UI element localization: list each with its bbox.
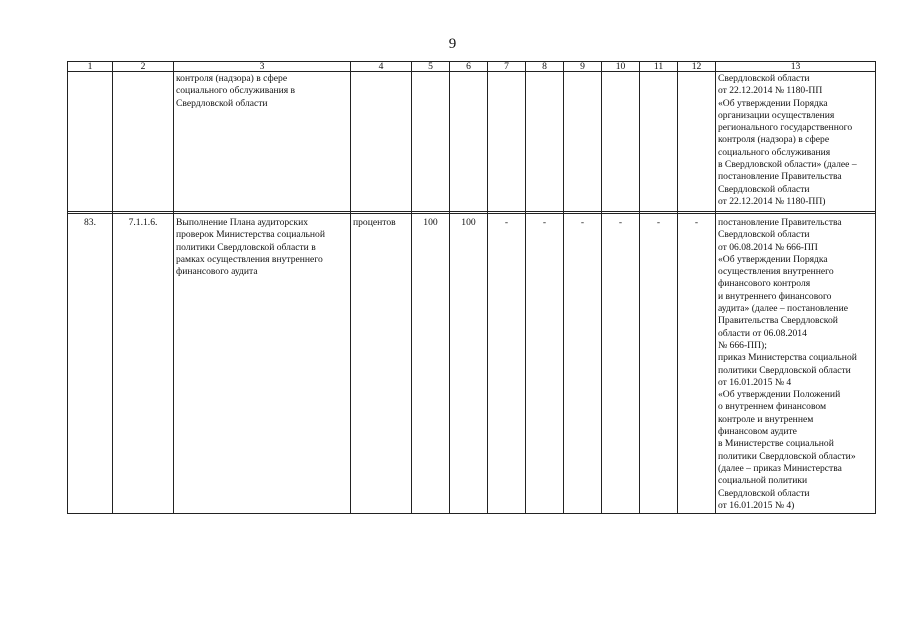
value-cell	[488, 72, 526, 212]
column-number-header: 1	[68, 62, 113, 72]
table-header-row	[68, 62, 876, 72]
value-cell: 100	[450, 214, 488, 514]
row-code-cell	[113, 72, 174, 212]
column-number-header: 8	[526, 62, 564, 72]
row-unit-cell	[351, 72, 412, 212]
row-basis-cell: Свердловской области от 22.12.2014 № 1180-ПП «Об утверждении Порядка организации осуществления регионального государственного контроля (надзора) в сфере социального обслуживания в Свердловской области» (далее – постановление Правительства Свердловской области от 22.12.2014 № 1180-ПП)	[716, 72, 876, 212]
value-cell: -	[678, 214, 716, 514]
row-unit-cell: процентов	[351, 214, 412, 514]
page-number: 9	[448, 36, 457, 52]
table-row	[68, 214, 876, 514]
value-cell	[602, 72, 640, 212]
column-number-header: 6	[450, 62, 488, 72]
value-cell: -	[640, 214, 678, 514]
column-number-header: 3	[174, 62, 351, 72]
row-name-cell: Выполнение Плана аудиторских проверок Министерства социальной политики Свердловской области в рамках осуществления внутреннего финансового аудита	[174, 214, 351, 514]
row-number-cell	[68, 72, 113, 212]
column-number-header: 11	[640, 62, 678, 72]
column-number-header: 7	[488, 62, 526, 72]
document-table	[67, 61, 876, 514]
value-cell: -	[564, 214, 602, 514]
column-number-header: 2	[113, 62, 174, 72]
column-number-header: 4	[351, 62, 412, 72]
column-number-header: 5	[412, 62, 450, 72]
column-number-header: 10	[602, 62, 640, 72]
value-cell	[450, 72, 488, 212]
value-cell: -	[488, 214, 526, 514]
value-cell	[564, 72, 602, 212]
value-cell	[640, 72, 678, 212]
value-cell	[678, 72, 716, 212]
row-code-cell: 7.1.1.6.	[113, 214, 174, 514]
value-cell	[412, 72, 450, 212]
column-number-header: 12	[678, 62, 716, 72]
value-cell: -	[526, 214, 564, 514]
column-number-header: 9	[564, 62, 602, 72]
row-name-cell: контроля (надзора) в сфере социального обслуживания в Свердловской области	[174, 72, 351, 212]
value-cell: 100	[412, 214, 450, 514]
table-row	[68, 72, 876, 212]
value-cell: -	[602, 214, 640, 514]
row-basis-cell: постановление Правительства Свердловской области от 06.08.2014 № 666-ПП «Об утверждении Порядка осуществления внутреннего финансового контроля и внутреннего финансового аудита» (далее – постановление Правительства Свердловской области от 06.08.2014 № 666-ПП); приказ Министерства социальной политики Свердловской области от 16.01.2015 № 4 «Об утверждении Положений о внутреннем финансовом контроле и внутреннем финансовом аудите в Министерстве социальной политики Свердловской области» (далее – приказ Министерства социальной политики Свердловской области от 16.01.2015 № 4)	[716, 214, 876, 514]
value-cell	[526, 72, 564, 212]
column-number-header: 13	[716, 62, 876, 72]
row-number-cell: 83.	[68, 214, 113, 514]
